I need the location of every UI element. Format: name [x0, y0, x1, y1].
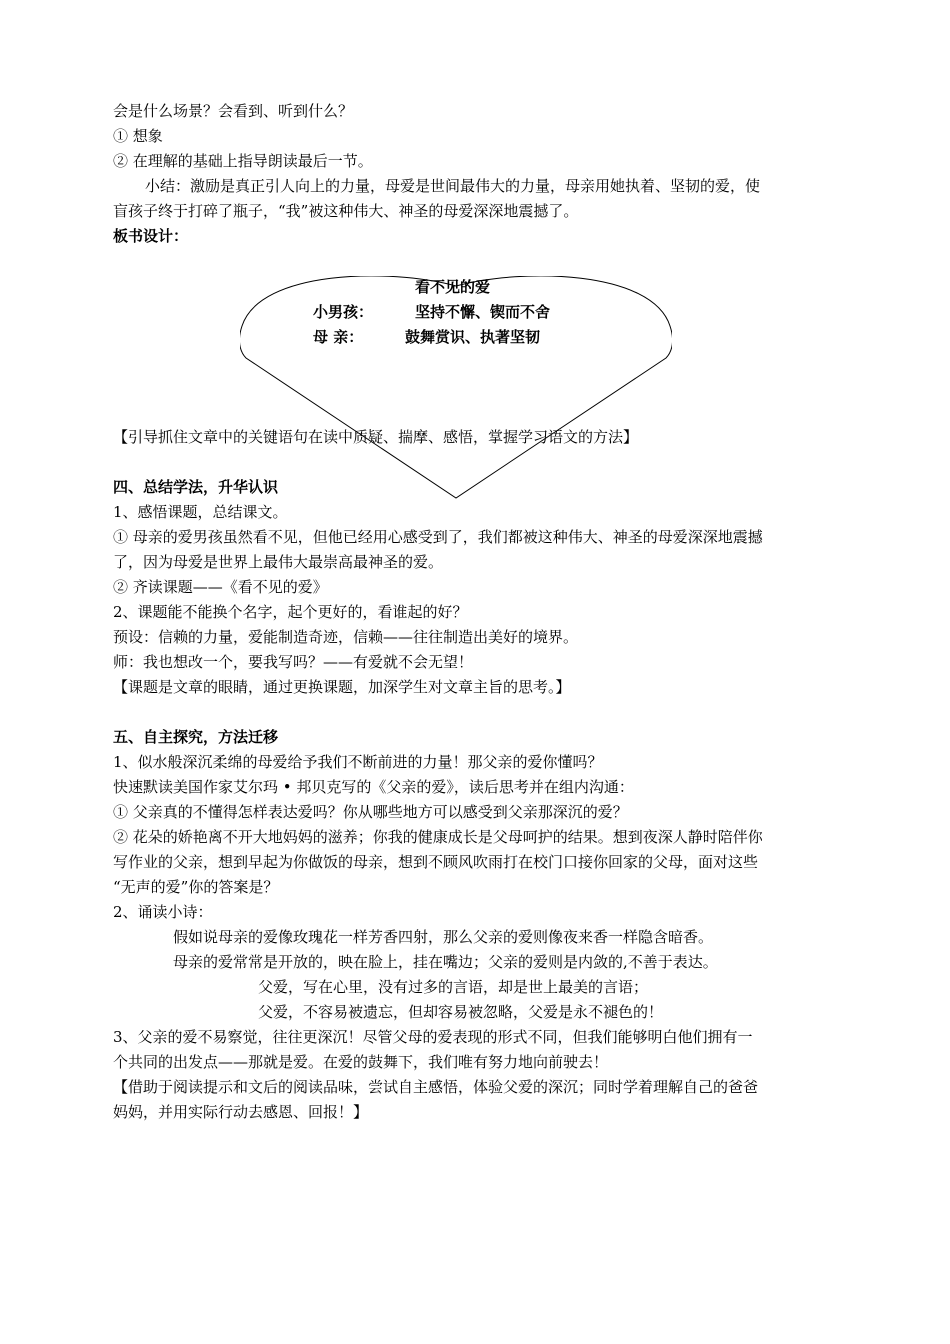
text-line: 会是什么场景？会看到、听到什么？ — [113, 102, 354, 120]
text-line: 2、课题能不能换个名字，起个更好的，看谁起的好？ — [113, 603, 468, 621]
text-line: ② 在理解的基础上指导朗读最后一节。 — [113, 152, 373, 170]
section-heading: 五、自主探究，方法迁移 — [113, 728, 279, 746]
text-line: ② 花朵的娇艳离不开大地妈妈的滋养；你我的健康成长是父母呵护的结果。想到夜深人静时陪伴你 — [113, 828, 763, 846]
board-row-label: 小男孩： — [313, 303, 374, 321]
board-row-label: 母 亲： — [313, 328, 364, 346]
poem-line: 父爱，不容易被遗忘，但却容易被忽略，父爱是永不褪色的！ — [258, 1003, 664, 1021]
board-row-text: 坚持不懈、锲而不舍 — [415, 303, 551, 321]
text-line: 师：我也想改一个，要我写吗？——有爱就不会无望！ — [113, 653, 474, 671]
text-line: 1、感悟课题，总结课文。 — [113, 503, 288, 521]
poem-line: 母亲的爱常常是开放的，映在脸上，挂在嘴边；父亲的爱则是内敛的,不善于表达。 — [173, 953, 718, 971]
text-line: 了，因为母爱是世界上最伟大最崇高最神圣的爱。 — [113, 553, 444, 571]
text-line: ① 母亲的爱男孩虽然看不见，但他已经用心感受到了，我们都被这种伟大、神圣的母爱深深地震撼 — [113, 528, 763, 546]
summary-line: 盲孩子终于打碎了瓶子，“我”被这种伟大、神圣的母爱深深地震撼了。 — [113, 202, 579, 220]
text-line: 写作业的父亲，想到早起为你做饭的母亲，想到不顾风吹雨打在校门口接你回家的父母，面对这些 — [113, 853, 759, 871]
text-line: 快速默读美国作家艾尔玛 • 邦贝克写的《父亲的爱》，读后思考并在组内沟通： — [113, 778, 634, 796]
note-line: 妈妈，并用实际行动去感恩、回报！】 — [113, 1103, 369, 1121]
text-line: 预设：信赖的力量，爱能制造奇迹，信赖——往往制造出美好的境界。 — [113, 628, 579, 646]
board-design-heading: 板书设计： — [113, 227, 189, 245]
text-line: 2、诵读小诗： — [113, 903, 213, 921]
board-title: 看不见的爱 — [415, 278, 491, 296]
note-line: 【借助于阅读提示和文后的阅读品味，尝试自主感悟，体验父爱的深沉；同时学着理解自己的爸爸 — [113, 1078, 759, 1096]
text-line: ② 齐读课题——《看不见的爱》 — [113, 578, 328, 596]
text-line: “无声的爱”你的答案是？ — [113, 878, 279, 896]
poem-line: 假如说母亲的爱像玫瑰花一样芳香四射，那么父亲的爱则像夜来香一样隐含暗香。 — [173, 928, 714, 946]
text-line: 个共同的出发点——那就是爱。在爱的鼓舞下，我们唯有努力地向前驶去！ — [113, 1053, 609, 1071]
note-line: 【引导抓住文章中的关键语句在读中质疑、揣摩、感悟，掌握学习语文的方法】 — [113, 428, 639, 446]
section-heading: 四、总结学法，升华认识 — [113, 478, 279, 496]
board-row-text: 鼓舞赏识、执著坚韧 — [405, 328, 541, 346]
text-line: ① 父亲真的不懂得怎样表达爱吗？你从哪些地方可以感受到父亲那深沉的爱？ — [113, 803, 628, 821]
text-line: ① 想象 — [113, 127, 163, 145]
poem-line: 父爱，写在心里，没有过多的言语，却是世上最美的言语； — [258, 978, 649, 996]
text-line: 3、父亲的爱不易察觉，往往更深沉！尽管父母的爱表现的形式不同，但我们能够明白他们拥有一 — [113, 1028, 753, 1046]
note-line: 【课题是文章的眼睛，通过更换课题，加深学生对文章主旨的思考。】 — [113, 678, 571, 696]
summary-line: 小结：激励是真正引人向上的力量，母爱是世间最伟大的力量，母亲用她执着、坚韧的爱，使 — [145, 177, 761, 195]
text-line: 1、似水般深沉柔绵的母爱给予我们不断前进的力量！那父亲的爱你懂吗？ — [113, 753, 603, 771]
